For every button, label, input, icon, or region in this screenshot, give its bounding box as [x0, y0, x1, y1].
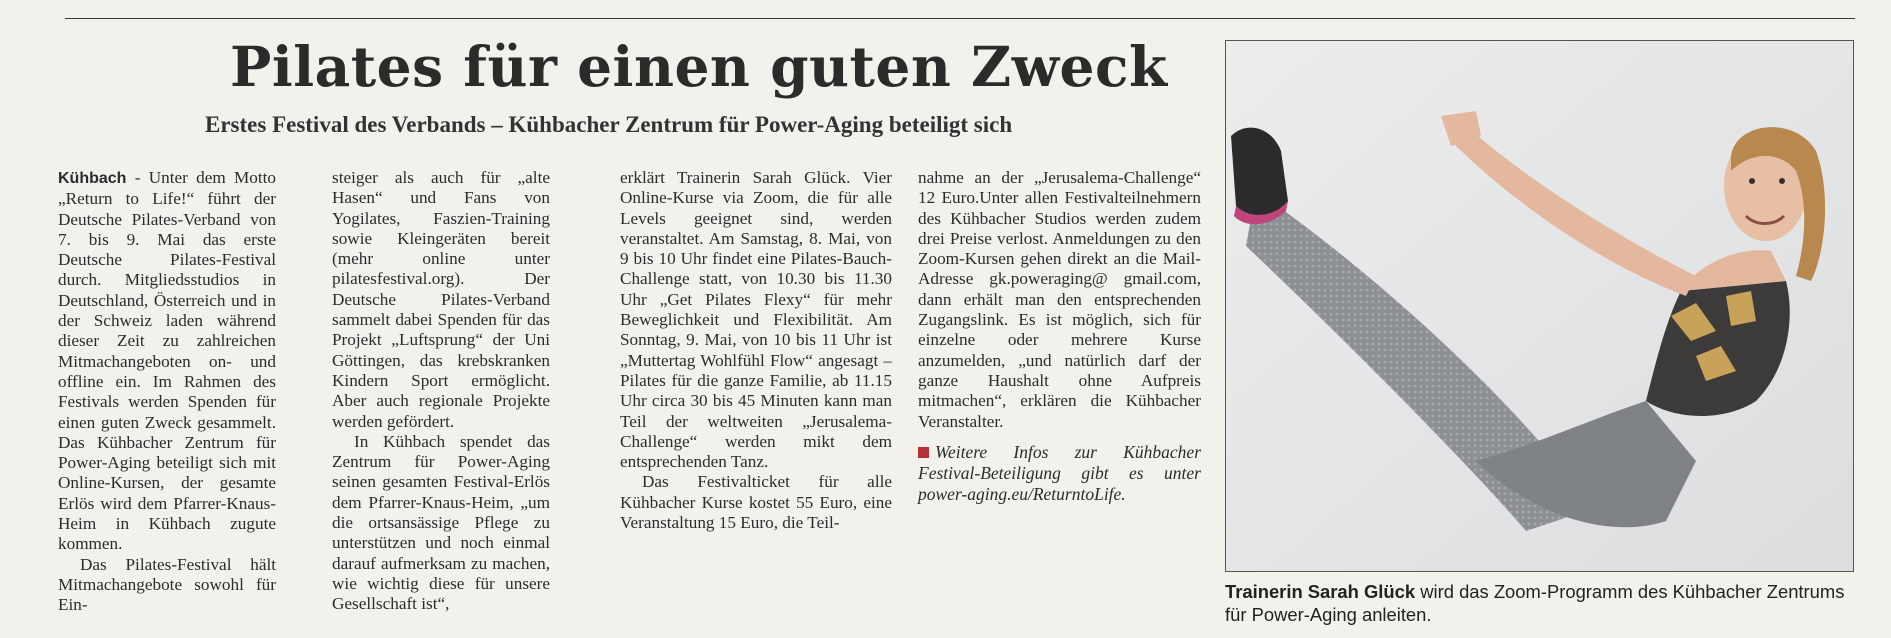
paragraph: Das Pilates-Festival hält Mitmachangebote sowohl für Ein- — [58, 554, 276, 615]
paragraph: erklärt Trainerin Sarah Glück. Vier Online-Kurse via Zoom, die für alle Levels geeignet sind, werden veranstaltet. Am Samstag, 8. Mai, von 9 bis 10 Uhr findet eine Pilates-Bauch-Challenge statt, von 10.30 bis 11.30 Uhr „Get Pilates Flexy“ für mehr Beweglichkeit und Flexibilität. Am Sonntag, 9. Mai, von 10 bis 11 Uhr ist „Muttertag Wohlfühl Flow“ angesagt – Pilates für die ganze Familie, ab 11.15 Uhr circa 30 bis 45 Minuten kann man Teil der weltweiten „Jerusalema-Challenge“ werden mikt dem entsprechenden Tanz. — [620, 168, 892, 472]
article-column-2 — [332, 168, 550, 615]
paragraph: nahme an der „Jerusalema-Challenge“ 12 Euro.Unter allen Festivalteilnehmern des Kühbacher Studios werden zudem drei Preise verlost. Anmeldungen zu den Zoom-Kursen gehen direkt an die Mail-Adresse gk.poweraging@ gmail.com, dann erhält man den entsprechenden Zugangslink. Es ist möglich, sich für einzelne oder mehrere Kurse anzumelden, „und natürlich darf der ganze Haushalt ohne Aufpreis mitmachen“, erklären die Kühbacher Veranstalter. — [918, 168, 1201, 431]
article-column-3 — [620, 168, 892, 533]
info-text: Weitere Infos zur Kühbacher Festival-Beteiligung gibt es unter power-aging.eu/ReturntoLife. — [918, 441, 1201, 504]
dateline: Kühbach — [58, 170, 127, 187]
paragraph-text: - Unter dem Motto „Return to Life!“ führt der Deutsche Pilates-Verband von 7. bis 9. Mai das erste Deutsche Pilates-Festival durch. Mitgliedsstudios in Deutschland, Österreich und in der Schweiz laden während dieser Zeit zu zahlreichen Mitmachangeboten on- und offline ein. Im Rahmen des Festivals werden Spenden für einen guten Zweck gesammelt. Das Kühbacher Zentrum für Power-Aging beteiligt sich mit Online-Kursen, der gesamte Erlös wird dem Pfarrer-Knaus-Heim in Kühbach zugute kommen. — [58, 168, 276, 554]
top-rule — [65, 18, 1855, 19]
info-bullet-icon — [918, 447, 929, 458]
subheadline: Erstes Festival des Verbands – Kühbacher Zentrum für Power-Aging beteiligt sich — [205, 112, 1013, 137]
paragraph: Das Festivalticket für alle Kühbacher Kurse kostet 55 Euro, eine Veranstaltung 15 Euro, die Teil- — [620, 472, 892, 533]
caption-name: Trainerin Sarah Glück — [1225, 581, 1416, 602]
headline: Pilates für einen guten Zweck — [230, 34, 1168, 99]
pilates-pose-illustration — [1226, 41, 1853, 571]
paragraph: steiger als auch für „alte Hasen“ und Fans von Yogilates, Faszien-Training sowie Kleingeräten bereit (mehr online unter pilatesfestival.org). Der Deutsche Pilates-Verband sammelt dabei Spenden für das Projekt „Luftsprung“ der Uni Göttingen, das krebskranken Kindern Sport ermöglicht. Aber auch regionale Projekte werden gefördert. — [332, 168, 550, 431]
paragraph — [58, 168, 276, 555]
photo-caption — [1225, 580, 1855, 626]
paragraph: In Kühbach spendet das Zentrum für Power-Aging seinen gesamten Festival-Erlös dem Pfarrer-Knaus-Heim, „um die ortsansässige Pflege zu unterstützen und noch einmal darauf aufmerksam zu machen, wie wichtig diese für unsere Gesellschaft ist“, — [332, 431, 550, 614]
article-column-4 — [918, 168, 1201, 505]
article-photo — [1225, 40, 1854, 572]
info-box — [918, 442, 1201, 505]
caption-text: wird das Zoom-Programm des Kühbacher Zentrums für Power-Aging anleiten. — [1225, 581, 1845, 625]
article-column-1 — [58, 168, 276, 616]
